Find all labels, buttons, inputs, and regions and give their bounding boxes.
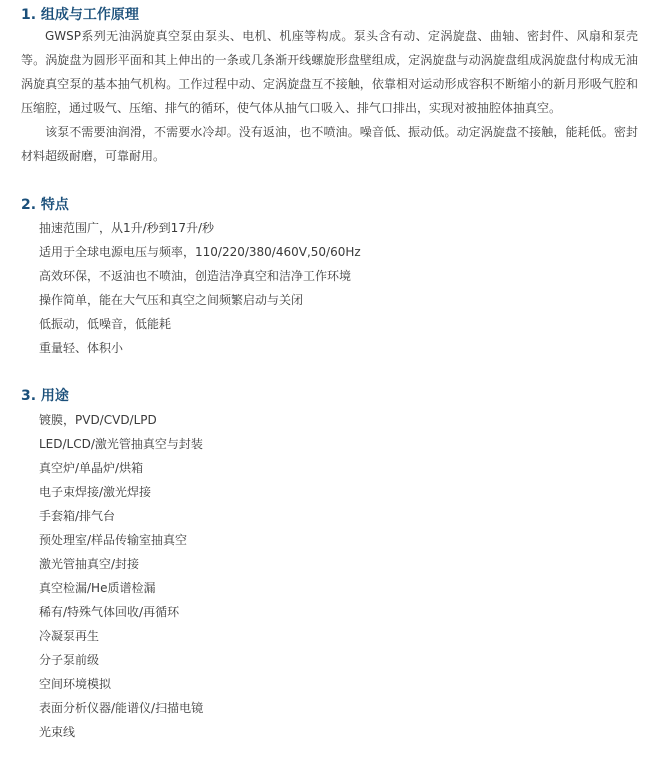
principle-paragraph-1	[21, 24, 638, 120]
feature-item: 低振动，低噪音，低能耗	[39, 317, 172, 331]
application-item: 电子束焊接/激光焊接	[39, 485, 152, 499]
application-item: 冷凝泵再生	[39, 629, 100, 643]
application-item: 光束线	[39, 725, 76, 739]
feature-item: 高效环保，不返油也不喷油，创造洁净真空和洁净工作环境	[39, 269, 352, 283]
feature-item: 抽速范围广，从1升/秒到17升/秒	[39, 221, 214, 235]
application-item: 真空炉/单晶炉/烘箱	[39, 461, 144, 475]
application-item: LED/LCD/激光管抽真空与封装	[39, 437, 203, 451]
applications-list	[39, 408, 203, 744]
application-item: 分子泵前级	[39, 653, 100, 667]
application-item: 表面分析仪器/能谱仪/扫描电镜	[39, 701, 204, 715]
feature-item: 操作简单，能在大气压和真空之间频繁启动与关闭	[39, 293, 304, 307]
feature-item: 重量轻、体积小	[39, 341, 124, 355]
section-heading-principle: 1. 组成与工作原理	[21, 7, 139, 23]
principle-paragraph-1-text: GWSP系列无油涡旋真空泵由泵头、电机、机座等构成。泵头含有动、定涡旋盘、曲轴、密封件、风扇和泵壳等。涡旋盘为圆形平面和其上伸出的一条或几条渐开线螺旋形盘壁组成，定涡旋盘与动涡旋盘组成涡旋盘付构成无油涡旋真空泵的基本抽气机构。工作过程中动、定涡旋盘互不接触，依靠相对运动形成容积不断缩小的新月形吸气腔和压缩腔，通过吸气、压缩、排气的循环，使气体从抽气口吸入、排气口排出，实现对被抽腔体抽真空。	[21, 29, 638, 115]
section-heading-features: 2. 特点	[21, 197, 69, 213]
application-item: 稀有/特殊气体回收/再循环	[39, 605, 180, 619]
feature-item: 适用于全球电源电压与频率，110/220/380/460V,50/60Hz	[39, 245, 361, 259]
principle-paragraph-2	[21, 120, 638, 168]
application-item: 手套箱/排气台	[39, 509, 116, 523]
application-item: 真空检漏/He质谱检漏	[39, 581, 156, 595]
principle-paragraph-2-text: 该泵不需要油润滑，不需要水冷却。没有返油，也不喷油。噪音低、振动低。动定涡旋盘不接触，能耗低。密封材料超级耐磨，可靠耐用。	[21, 125, 638, 163]
application-item: 激光管抽真空/封接	[39, 557, 140, 571]
application-item: 镀膜，PVD/CVD/LPD	[39, 413, 157, 427]
features-list	[39, 216, 361, 360]
application-item: 预处理室/样品传输室抽真空	[39, 533, 188, 547]
application-item: 空间环境模拟	[39, 677, 112, 691]
section-heading-applications: 3. 用途	[21, 388, 69, 404]
